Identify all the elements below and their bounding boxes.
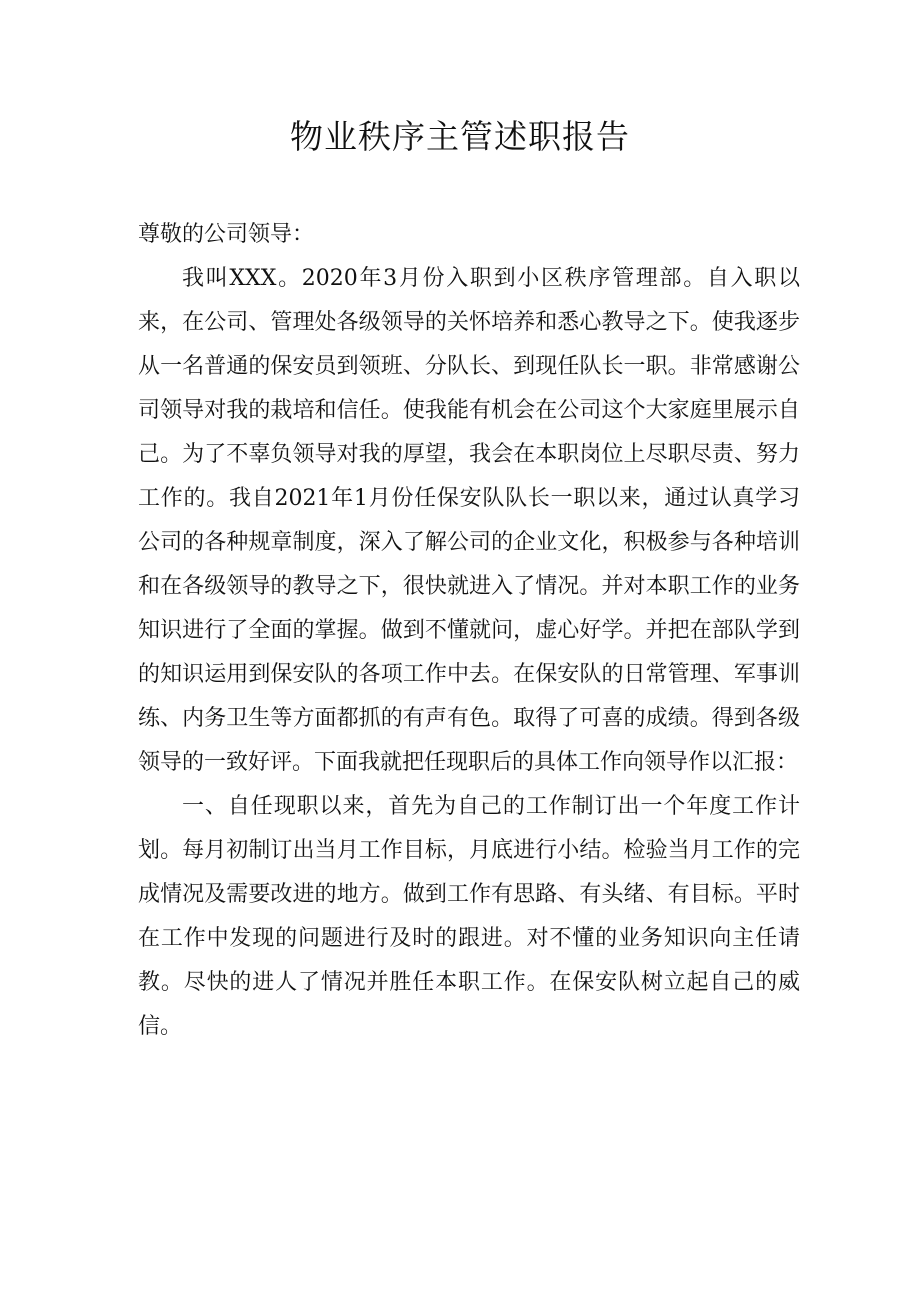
salutation: 尊敬的公司领导： — [138, 222, 315, 247]
document-body — [138, 213, 800, 1049]
paragraph-section-one: 一、自任现职以来，首先为自己的工作制订出一个年度工作计划。每月初制订出当月工作目标，月底进行小结。检验当月工作的完成情况及需要改进的地方。做到工作有思路、有头绪、有目标。平时在工作中发现的问题进行及时的跟进。对不懂的业务知识向主任请教。尽快的进人了情况并胜任本职工作。在保安队树立起自己的威信。 — [138, 794, 800, 1039]
paragraph-intro: 我叫XXX。2020年3月份入职到小区秩序管理部。自入职以来，在公司、管理处各级领导的关怀培养和悉心教导之下。使我逐步从一名普通的保安员到领班、分队长、到现任队长一职。非常感谢公司领导对我的栽培和信任。使我能有机会在公司这个大家庭里展示自己。为了不辜负领导对我的厚望，我会在本职岗位上尽职尽责、努力工作的。我自2021年1月份任保安队队长一职以来，通过认真学习公司的各种规章制度，深入了解公司的企业文化，积极参与各种培训和在各级领导的教导之下，很快就进入了情况。并对本职工作的业务知识进行了全面的掌握。做到不懂就问，虚心好学。并把在部队学到的知识运用到保安队的各项工作中去。在保安队的日常管理、军事训练、内务卫生等方面都抓的有声有色。取得了可喜的成绩。得到各级领导的一致好评。下面我就把任现职后的具体工作向领导作以汇报： — [138, 266, 800, 775]
page-title: 物业秩序主管述职报告 — [290, 117, 630, 156]
